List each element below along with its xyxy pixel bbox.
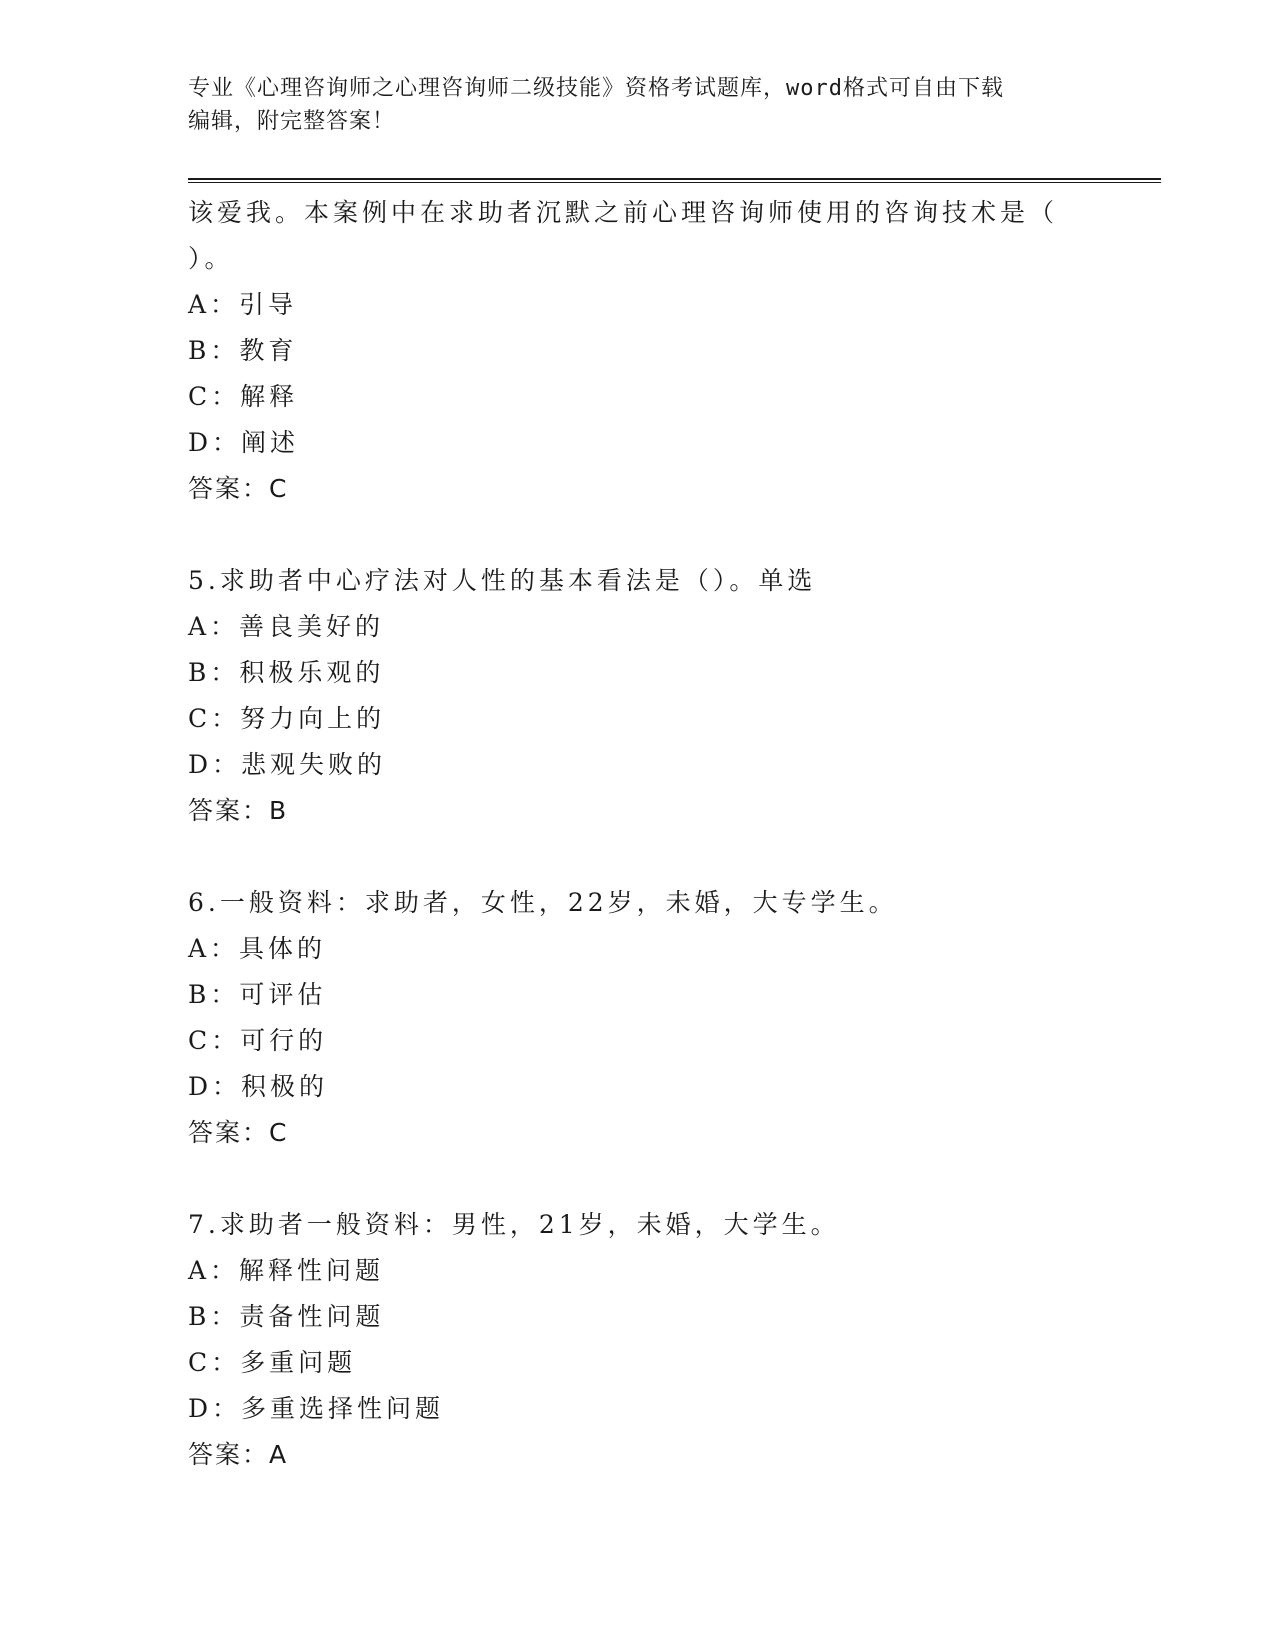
option-c: C：努力向上的	[188, 704, 386, 733]
question-block-7	[188, 1202, 1088, 1478]
header-divider	[188, 178, 1161, 183]
option-a: A：引导	[188, 290, 298, 319]
question-stem-line: 7.求助者一般资料：男性，21岁，未婚，大学生。	[188, 1210, 840, 1239]
question-stem-line: ）。	[188, 244, 234, 273]
question-block-6	[188, 880, 1088, 1156]
option-d: D：多重选择性问题	[188, 1394, 445, 1423]
question-stem-line: 5.求助者中心疗法对人性的基本看法是（）。单选	[188, 566, 817, 595]
option-b: B：教育	[188, 336, 298, 365]
option-c: C：多重问题	[188, 1348, 357, 1377]
option-b: B：可评估	[188, 980, 327, 1009]
header-line-1: 专业《心理咨询师之心理咨询师二级技能》资格考试题库，word格式可自由下载	[188, 76, 1004, 101]
option-d: D：积极的	[188, 1072, 329, 1101]
question-spacer	[188, 512, 1088, 558]
answer-label: 答案：C	[188, 474, 289, 503]
option-b: B：责备性问题	[188, 1302, 385, 1331]
option-d: D：阐述	[188, 428, 300, 457]
question-spacer	[188, 834, 1088, 880]
question-stem-line: 该爱我。本案例中在求助者沉默之前心理咨询师使用的咨询技术是（	[188, 198, 1059, 227]
header-line-2: 编辑，附完整答案！	[188, 109, 396, 134]
option-c: C：解释	[188, 382, 299, 411]
answer-label: 答案：C	[188, 1118, 289, 1147]
answer-label: 答案：B	[188, 796, 289, 825]
option-d: D：悲观失败的	[188, 750, 387, 779]
option-a: A：善良美好的	[188, 612, 385, 641]
option-b: B：积极乐观的	[188, 658, 385, 687]
question-list	[188, 190, 1088, 1478]
question-block-5	[188, 558, 1088, 834]
option-a: A：具体的	[188, 934, 327, 963]
option-c: C：可行的	[188, 1026, 328, 1055]
question-block-4	[188, 190, 1088, 512]
answer-label: 答案：A	[188, 1440, 289, 1469]
question-spacer	[188, 1156, 1088, 1202]
option-a: A：解释性问题	[188, 1256, 385, 1285]
document-header	[188, 72, 1088, 138]
question-stem-line: 6.一般资料：求助者，女性，22岁，未婚，大专学生。	[188, 888, 898, 917]
